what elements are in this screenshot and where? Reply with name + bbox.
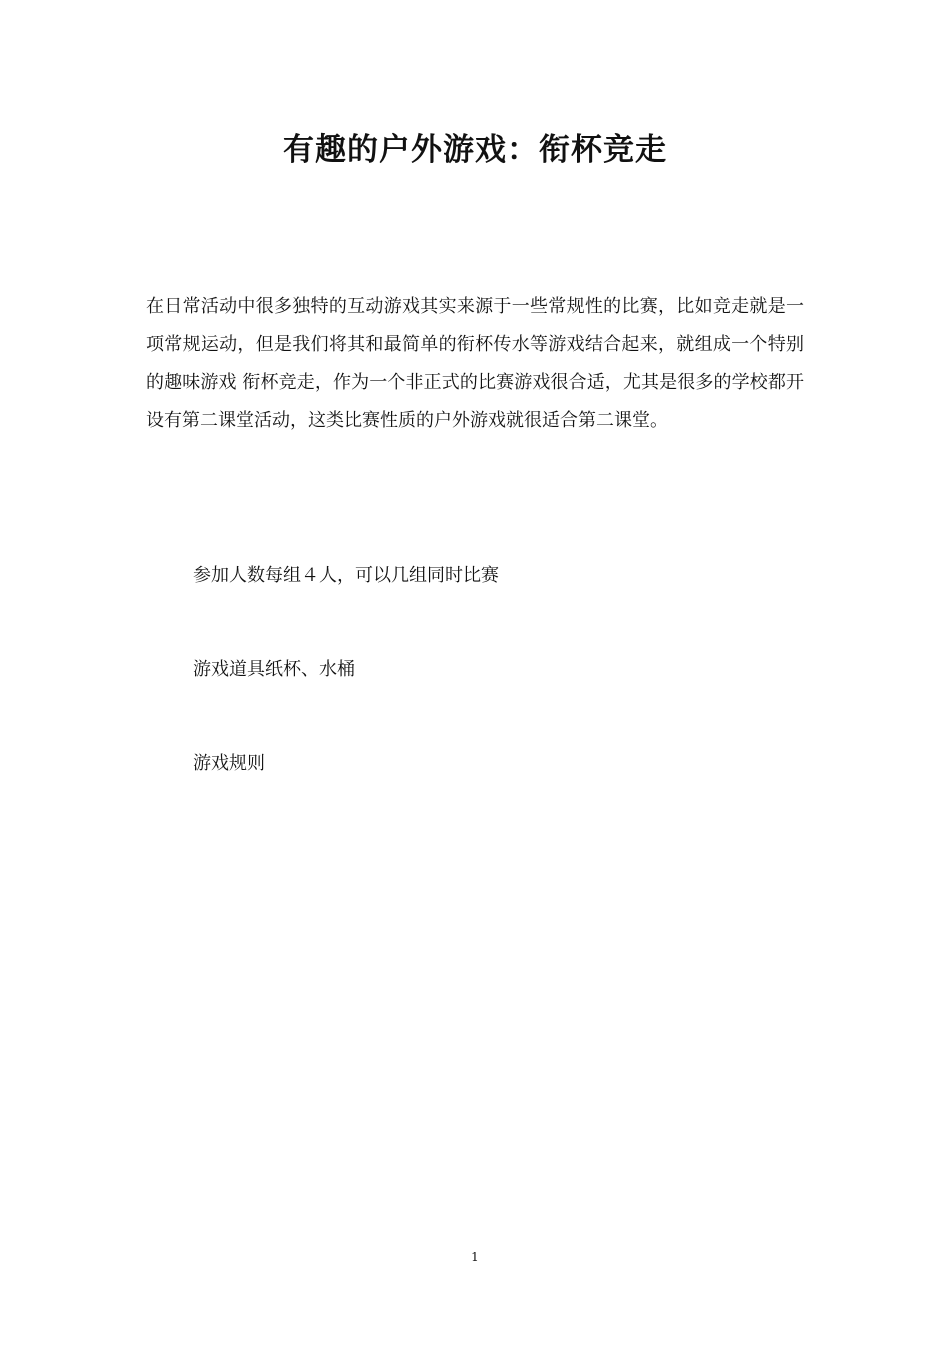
- players-line: 参加人数每组４人，可以几组同时比赛: [193, 565, 499, 586]
- intro-paragraph: 在日常活动中很多独特的互动游戏其实来源于一些常规性的比赛，比如竞走就是一项常规运动，但是我们将其和最简单的衔杯传水等游戏结合起来，就组成一个特别的趣味游戏 衔杯竞走，作为一个非正式的比赛游戏很合适，尤其是很多的学校都开设有第二课堂活动，这类比赛性质的户外游戏就很适合第二课堂。: [146, 296, 804, 431]
- props-line: 游戏道具纸杯、水桶: [193, 659, 355, 680]
- page-number: 1: [471, 1250, 479, 1264]
- rules-heading: 游戏规则: [193, 753, 265, 774]
- page-title: 有趣的户外游戏：衔杯竞走: [283, 132, 667, 168]
